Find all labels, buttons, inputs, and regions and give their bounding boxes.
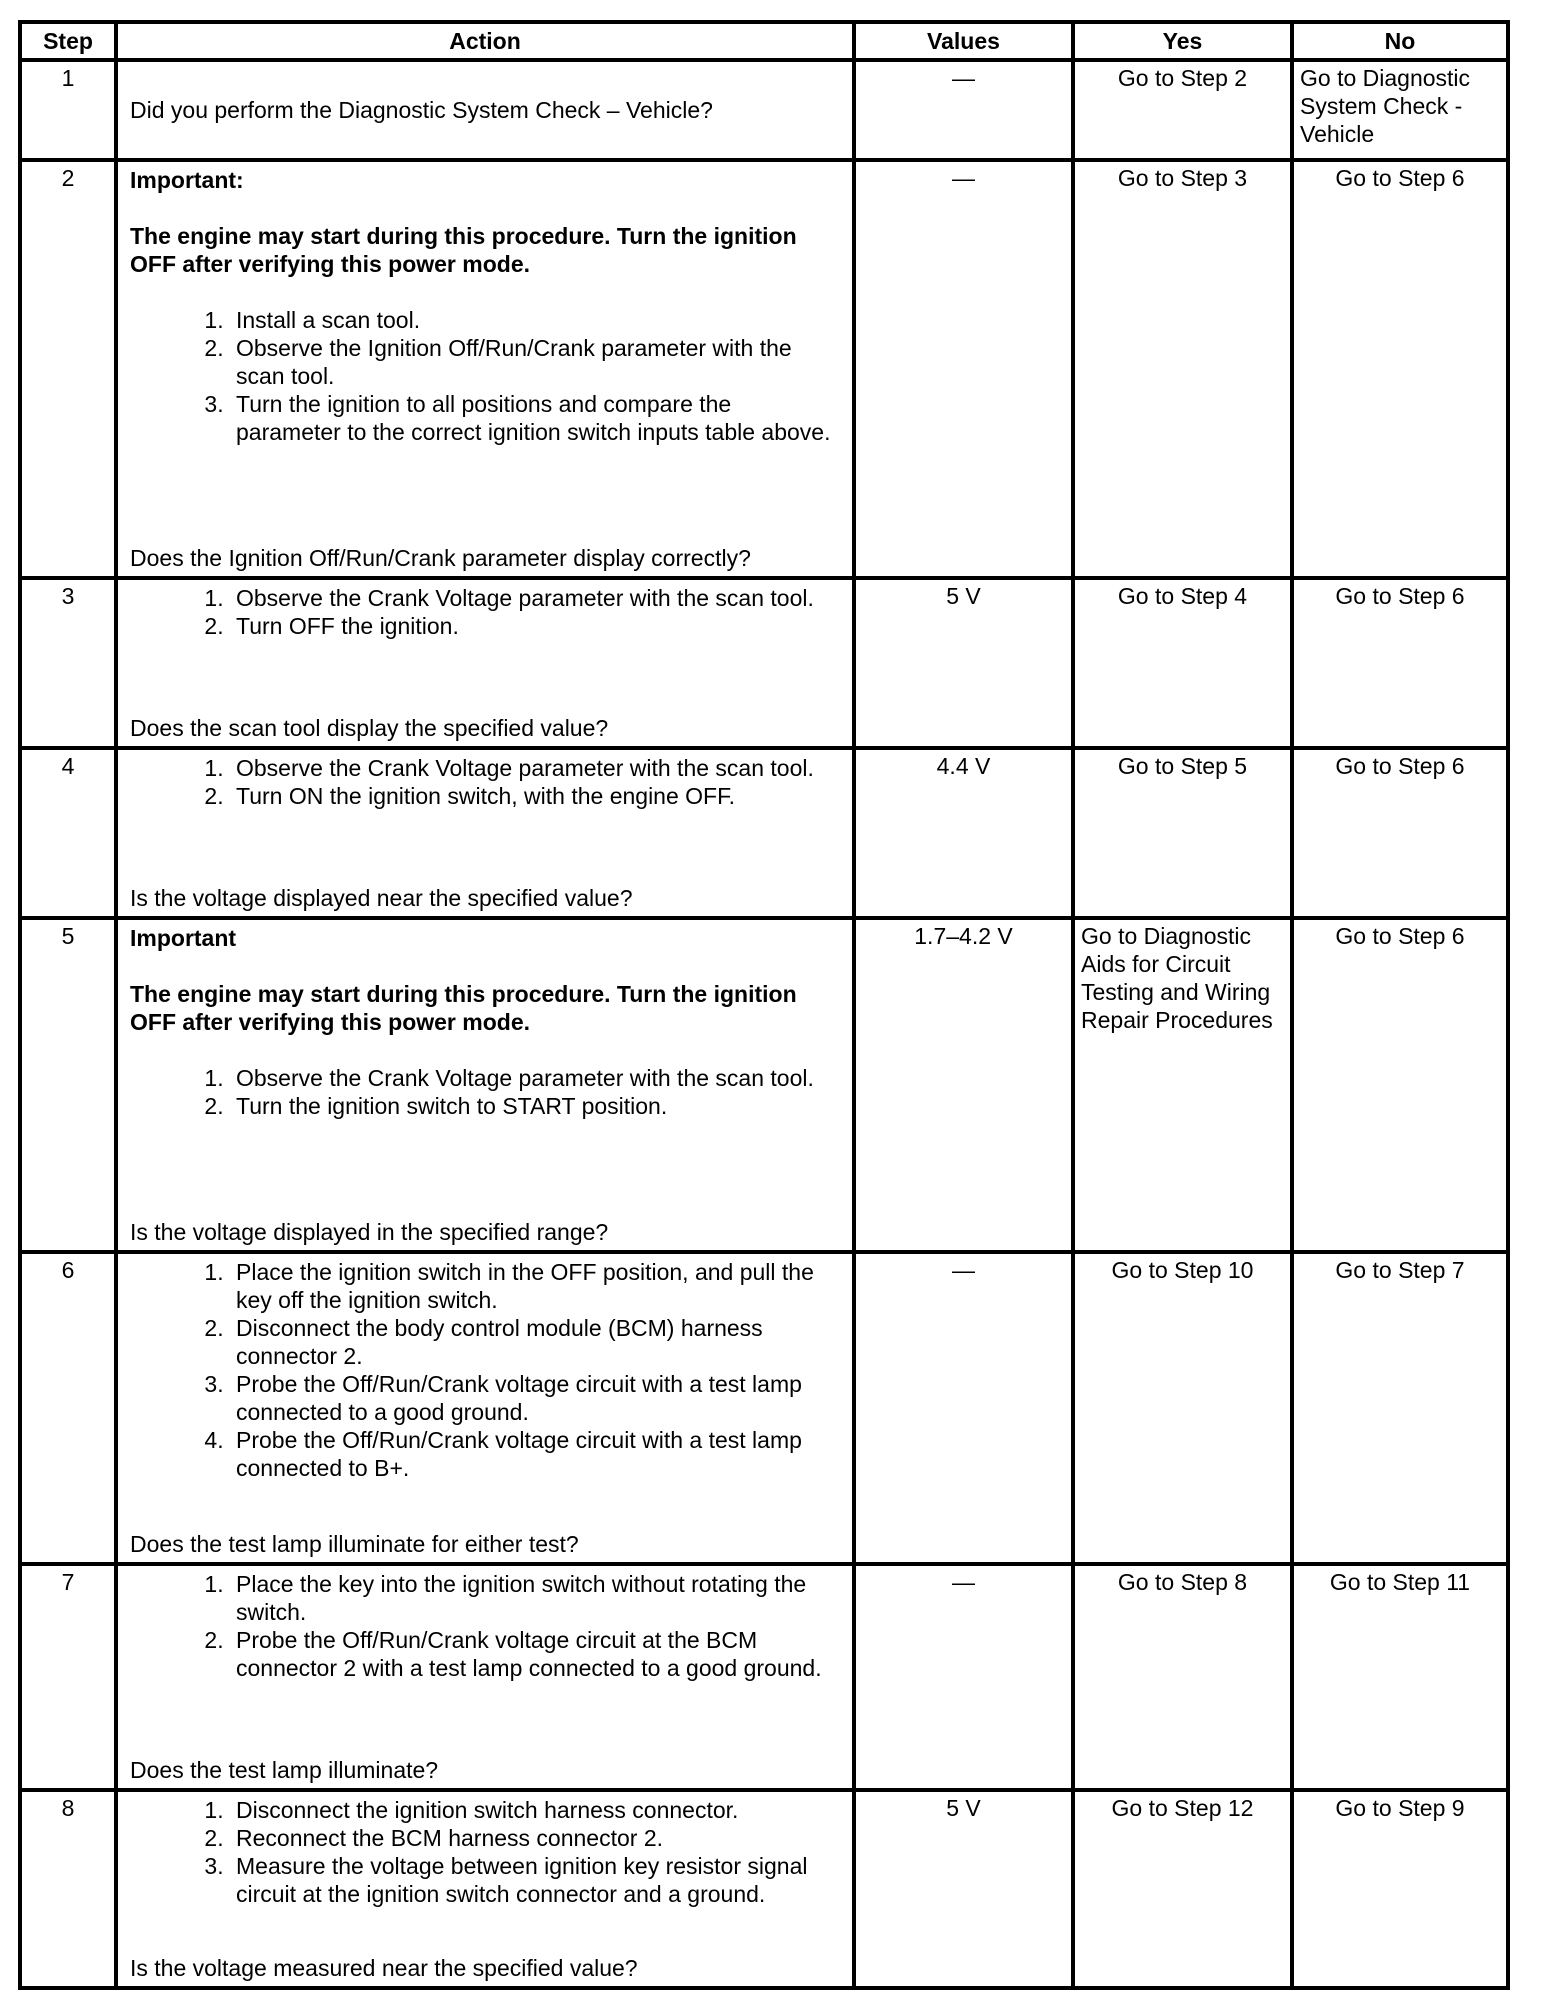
action-cell [116, 748, 854, 918]
important-label: Important: [130, 167, 244, 193]
procedure-step: 1. Observe the Crank Voltage parameter with the scan tool. [230, 1064, 840, 1092]
procedure-list [130, 1258, 840, 1482]
procedure-list [130, 306, 840, 446]
procedure-step: 1. Place the ignition switch in the OFF position, and pull the key off the ignition switch. [230, 1258, 840, 1314]
yes-cell: Go to Step 10 [1073, 1252, 1292, 1564]
action-question: Does the Ignition Off/Run/Crank parameter display correctly? [130, 545, 751, 571]
table-row [20, 578, 1508, 748]
procedure-step: 1. Place the key into the ignition switch without rotating the switch. [230, 1570, 840, 1626]
yes-cell: Go to Step 3 [1073, 160, 1292, 578]
no-cell: Go to Step 11 [1292, 1564, 1508, 1790]
step-number: 2 [20, 160, 116, 578]
table-row [20, 1252, 1508, 1564]
value-cell: 5 V [854, 1790, 1073, 1988]
step-number: 8 [20, 1790, 116, 1988]
yes-cell: Go to Step 8 [1073, 1564, 1292, 1790]
table-row [20, 918, 1508, 1252]
table-row [20, 60, 1508, 160]
action-question: Does the test lamp illuminate for either test? [130, 1531, 579, 1557]
warning-text: The engine may start during this procedure. Turn the ignition OFF after verifying this power mode. [130, 981, 797, 1035]
action-cell [116, 60, 854, 160]
procedure-step: 2. Turn OFF the ignition. [230, 612, 840, 640]
table-row [20, 1790, 1508, 1988]
step-number: 3 [20, 578, 116, 748]
diagnostic-table [18, 20, 1510, 1990]
value-cell: 4.4 V [854, 748, 1073, 918]
value-cell: 1.7–4.2 V [854, 918, 1073, 1252]
procedure-step: 3. Measure the voltage between ignition key resistor signal circuit at the ignition switch connector and a ground. [230, 1852, 840, 1908]
procedure-step: 4. Probe the Off/Run/Crank voltage circuit with a test lamp connected to B+. [230, 1426, 840, 1482]
table-row [20, 1564, 1508, 1790]
value-cell: — [854, 160, 1073, 578]
action-question: Is the voltage displayed near the specified value? [130, 885, 633, 911]
procedure-step: 2. Turn the ignition switch to START position. [230, 1092, 840, 1120]
procedure-list [130, 1570, 840, 1682]
warning-text: The engine may start during this procedure. Turn the ignition OFF after verifying this power mode. [130, 223, 797, 277]
procedure-step: 1. Observe the Crank Voltage parameter with the scan tool. [230, 584, 840, 612]
action-cell [116, 1790, 854, 1988]
procedure-step: 3. Turn the ignition to all positions and compare the parameter to the correct ignition switch inputs table above. [230, 390, 840, 446]
value-cell: — [854, 1564, 1073, 1790]
procedure-step: 2. Disconnect the body control module (BCM) harness connector 2. [230, 1314, 840, 1370]
step-number: 7 [20, 1564, 116, 1790]
yes-cell: Go to Step 2 [1073, 60, 1292, 160]
procedure-list [130, 1796, 840, 1908]
step-number: 4 [20, 748, 116, 918]
yes-cell: Go to Step 5 [1073, 748, 1292, 918]
no-cell: Go to Diagnostic System Check - Vehicle [1292, 60, 1508, 160]
no-cell: Go to Step 6 [1292, 918, 1508, 1252]
procedure-step: 2. Probe the Off/Run/Crank voltage circuit at the BCM connector 2 with a test lamp connected to a good ground. [230, 1626, 840, 1682]
procedure-list [130, 754, 840, 810]
procedure-step: 1. Observe the Crank Voltage parameter with the scan tool. [230, 754, 840, 782]
table-row [20, 160, 1508, 578]
yes-cell: Go to Step 4 [1073, 578, 1292, 748]
procedure-step: 1. Install a scan tool. [230, 306, 840, 334]
action-question: Does the test lamp illuminate? [130, 1757, 439, 1783]
header-row [20, 22, 1508, 60]
procedure-step: 1. Disconnect the ignition switch harness connector. [230, 1796, 840, 1824]
procedure-list [130, 584, 840, 640]
value-cell: — [854, 60, 1073, 160]
no-cell: Go to Step 7 [1292, 1252, 1508, 1564]
step-number: 6 [20, 1252, 116, 1564]
header-values: Values [854, 22, 1073, 60]
procedure-step: 3. Probe the Off/Run/Crank voltage circuit with a test lamp connected to a good ground. [230, 1370, 840, 1426]
value-cell: — [854, 1252, 1073, 1564]
header-action: Action [116, 22, 854, 60]
action-cell [116, 160, 854, 578]
action-cell [116, 918, 854, 1252]
header-step: Step [20, 22, 116, 60]
yes-cell: Go to Diagnostic Aids for Circuit Testing and Wiring Repair Procedures [1073, 918, 1292, 1252]
value-cell: 5 V [854, 578, 1073, 748]
procedure-list [130, 1064, 840, 1120]
step-number: 1 [20, 60, 116, 160]
action-cell [116, 1564, 854, 1790]
no-cell: Go to Step 6 [1292, 578, 1508, 748]
table-row [20, 748, 1508, 918]
procedure-step: 2. Observe the Ignition Off/Run/Crank parameter with the scan tool. [230, 334, 840, 390]
header-yes: Yes [1073, 22, 1292, 60]
action-question: Is the voltage displayed in the specified range? [130, 1219, 609, 1245]
yes-cell: Go to Step 12 [1073, 1790, 1292, 1988]
no-cell: Go to Step 6 [1292, 160, 1508, 578]
procedure-step: 2. Reconnect the BCM harness connector 2. [230, 1824, 840, 1852]
step-number: 5 [20, 918, 116, 1252]
action-cell [116, 578, 854, 748]
important-label: Important [130, 925, 237, 951]
no-cell: Go to Step 9 [1292, 1790, 1508, 1988]
action-question: Is the voltage measured near the specified value? [130, 1955, 638, 1981]
header-no: No [1292, 22, 1508, 60]
action-cell [116, 1252, 854, 1564]
action-question: Did you perform the Diagnostic System Check – Vehicle? [130, 97, 713, 123]
action-question: Does the scan tool display the specified value? [130, 715, 609, 741]
no-cell: Go to Step 6 [1292, 748, 1508, 918]
procedure-step: 2. Turn ON the ignition switch, with the engine OFF. [230, 782, 840, 810]
